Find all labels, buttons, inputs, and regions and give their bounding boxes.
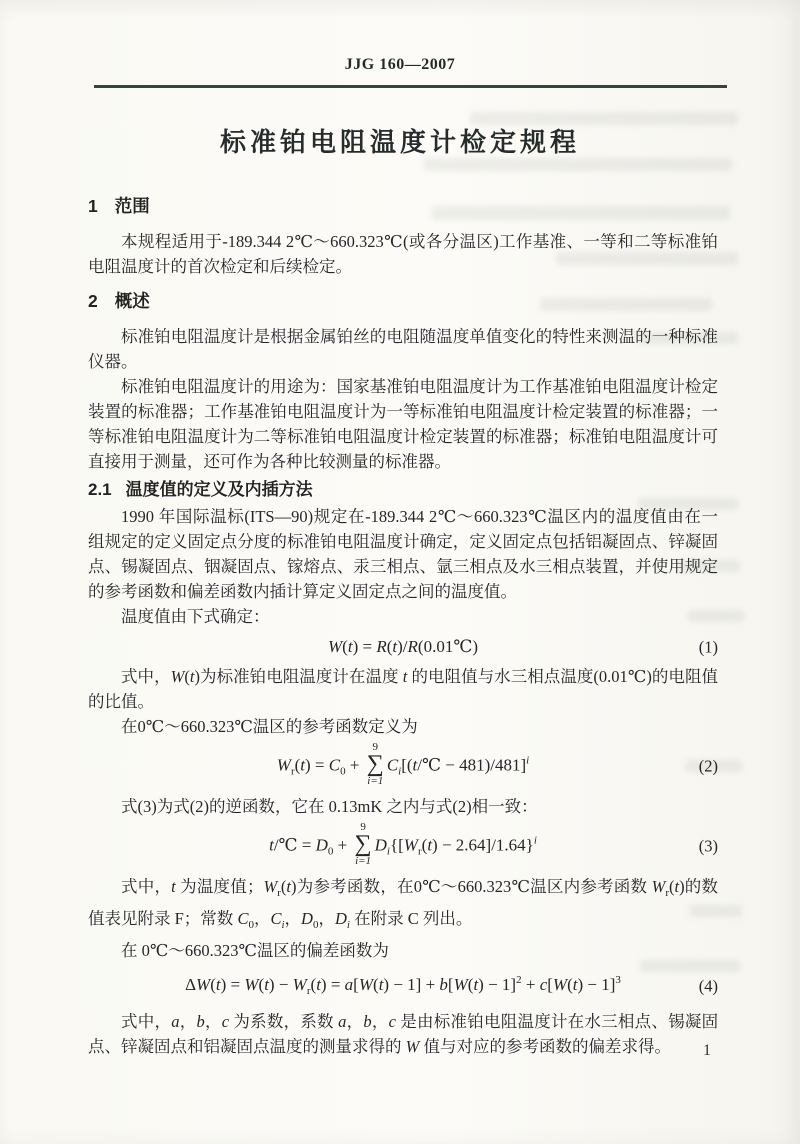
section-1-number: 1: [88, 196, 98, 216]
document-body: [88, 194, 718, 1059]
section-2-heading: [88, 289, 718, 314]
equation-4-label: (4): [698, 976, 718, 996]
equation-3: t/℃ = $D_0$ + 9 ∑ i=1 $D_i\{[W_r(t) - 2.64]/1.64\}^i$: [269, 820, 537, 867]
scope-paragraph: 本规程适用于-189.344 2℃～660.323℃(或各分温区)工作基准、一等和二等标准铂电阻温度计的首次检定和后续检定。: [88, 232, 718, 276]
document-code-header: JJG 160—2007: [344, 56, 456, 73]
equation-2-intro: 在0℃～660.323℃温区的参考函数定义为: [121, 717, 418, 736]
section-2-1-number: 2.1: [88, 480, 112, 499]
overview-paragraph-1: 标准铂电阻温度计是根据金属铂丝的电阻随温度单值变化的特性来测温的一种标准仪器。: [88, 327, 718, 371]
equation-4: $\Delta W(t) = W(t) - W_r(t) = a[W(t) - 1] + b[W(t) - 1]^2 + c[W(t) - 1]^3$: [185, 973, 621, 997]
header-rule: [94, 85, 727, 88]
equation-3-explanation: 式中，t 为温度值；$W_r(t)$为参考函数，在0℃～660.323℃温区内参考函数 $W_r(t)$的数值表见附录 F；常数 $C_0$，$C_i$，$D_0$，$D_i$ 在附录 C 列出。: [88, 876, 719, 931]
its90-paragraph: 1990 年国际温标(ITS—90)规定在-189.344 2℃～660.323℃温区内的温度值由在一组规定的定义固定点分度的标准铂电阻温度计确定，定义固定点包括铝凝固点、锌凝固点、锡凝固点、铟凝固点、镓熔点、汞三相点、氩三相点及水三相点装置，并使用规定的参考函数和偏差函数内插计算定义固定点之间的温度值。: [88, 507, 718, 601]
section-1-heading: [88, 194, 718, 219]
section-2-1-title: 温度值的定义及内插方法: [125, 480, 313, 499]
equation-2-row: [88, 739, 718, 794]
document-title: 标准铂电阻温度计检定规程: [219, 127, 580, 157]
equation-1-intro: 温度值由下式确定：: [121, 607, 270, 626]
equation-3-label: (3): [698, 836, 718, 856]
equation-4-row: [88, 963, 718, 1009]
section-2-number: 2: [88, 291, 98, 311]
page-number: 1: [703, 1042, 711, 1059]
equation-3-row: [88, 819, 718, 874]
section-2-1-heading: [88, 477, 718, 502]
overview-paragraph-2: 标准铂电阻温度计的用途为：国家基准铂电阻温度计为工作基准铂电阻温度计检定装置的标准器；工作基准铂电阻温度计为一等标准铂电阻温度计检定装置的标准器；一等标准铂电阻温度计为二等标准铂电阻温度计检定装置的标准器；标准铂电阻温度计可直接用于测量，还可作为各种比较测量的标准器。: [88, 377, 718, 471]
equation-1-row: [88, 629, 718, 664]
equation-3-intro: 式(3)为式(2)的逆函数，它在 0.13mK 之内与式(2)相一致：: [121, 796, 538, 816]
section-2-title: 概述: [114, 291, 150, 311]
section-1-title: 范围: [114, 196, 150, 216]
equation-2: $W_r(t) = C_0$ + 9 ∑ i=1 $C_i[(t/℃ - 481)/481]^i$: [276, 741, 530, 787]
equation-1: W(t) = R(t)/R(0.01℃): [328, 637, 478, 656]
equation-4-intro: 在 0℃～660.323℃温区的偏差函数为: [121, 940, 389, 960]
equation-2-label: (2): [698, 756, 718, 776]
equation-4-explanation: 式中，a，b，c 为系数，系数 a，b，c 是由标准铂电阻温度计在水三相点、锡凝固点、锌凝固点和铝凝固点温度的测量求得的 W 值与对应的参考函数的偏差求得。: [88, 1011, 719, 1056]
equation-1-label: (1): [698, 637, 718, 656]
bleedthrough-artifact: [424, 158, 732, 171]
equation-1-explanation: 式中，W(t)为标准铂电阻温度计在温度 t 的电阻值与水三相点温度(0.01℃)的电阻值的比值。: [88, 667, 719, 711]
